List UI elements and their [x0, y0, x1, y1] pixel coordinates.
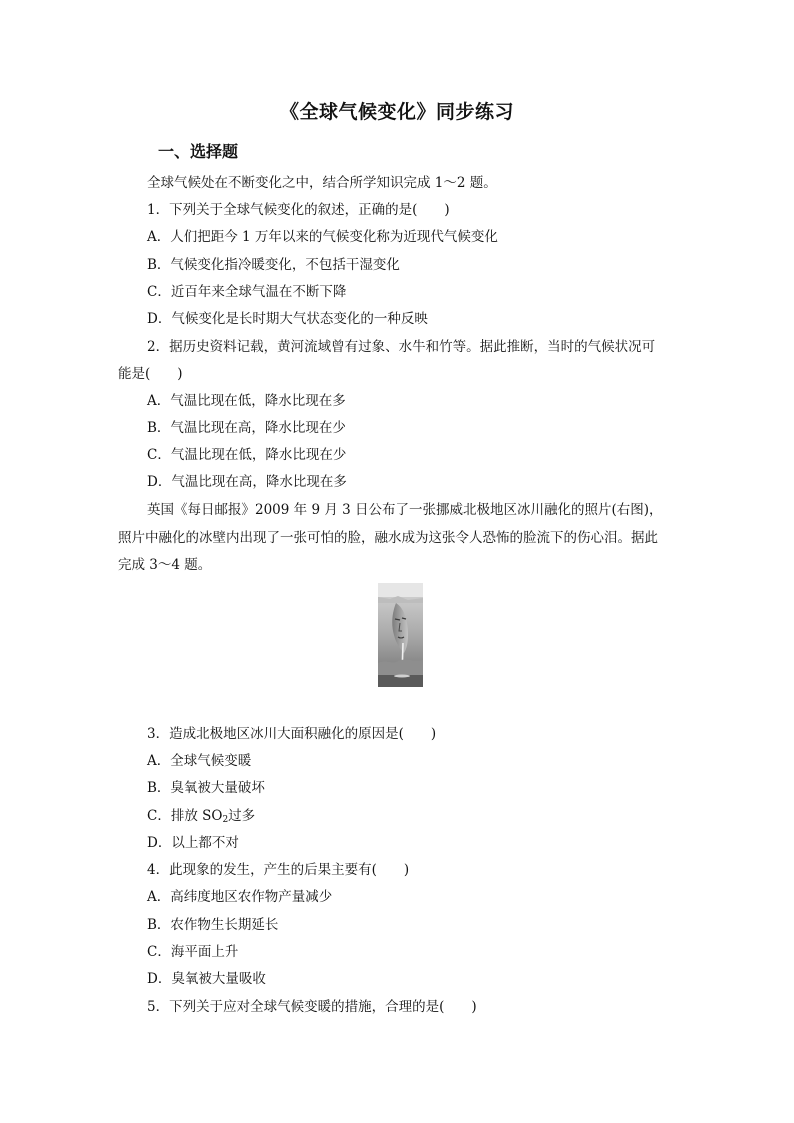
question-4-option-d: D．臭氧被大量吸收 [147, 971, 266, 987]
question-4-option-a: A．高纬度地区农作物产量减少 [147, 889, 333, 905]
subscript-2: 2 [222, 815, 229, 825]
question-3-option-b: B．臭氧被大量破坏 [147, 780, 265, 796]
question-4-option-b: B．农作物生长期延长 [147, 917, 279, 933]
question-5: 5．下列关于应对全球气候变暖的措施，合理的是( ) [147, 999, 477, 1015]
option-c-text: C．排放 SO [147, 808, 223, 824]
question-1: 1．下列关于全球气候变化的叙述，正确的是( ) [147, 202, 450, 218]
intro-2-line-1: 英国《每日邮报》2009 年 9 月 3 日公布了一张挪威北极地区冰川融化的照片(右图)， [147, 502, 663, 518]
question-3: 3．造成北极地区冰川大面积融化的原因是( ) [147, 726, 437, 742]
question-1-option-b: B．气候变化指冷暖变化，不包括干湿变化 [147, 257, 400, 273]
question-1-option-c: C．近百年来全球气温在不断下降 [147, 284, 347, 300]
question-3-option-a: A．全球气候变暖 [147, 753, 252, 769]
question-1-option-a: A．人们把距今 1 万年以来的气候变化称为近现代气候变化 [147, 229, 498, 245]
page-title: 《全球气候变化》同步练习 [279, 101, 514, 123]
question-2-option-d: D．气温比现在高，降水比现在多 [147, 474, 347, 490]
intro-2-line-2: 照片中融化的冰壁内出现了一张可怕的脸，融水成为这张令人恐怖的脸流下的伤心泪。据此 [118, 530, 658, 546]
question-2-option-a: A．气温比现在低，降水比现在多 [147, 393, 346, 409]
option-c-suffix: 过多 [228, 808, 256, 824]
question-3-option-d: D．以上都不对 [147, 835, 239, 851]
question-3-option-c [147, 806, 255, 830]
question-2-line-2: 能是( ) [118, 366, 183, 382]
question-2-option-b: B．气温比现在高，降水比现在少 [147, 420, 346, 436]
question-2-line-1: 2．据历史资料记载，黄河流域曾有过象、水牛和竹等。据此推断，当时的气候状况可 [147, 339, 656, 355]
question-4: 4．此现象的发生，产生的后果主要有( ) [147, 862, 410, 878]
question-4-option-c: C．海平面上升 [147, 944, 239, 960]
question-2-option-c: C．气温比现在低，降水比现在少 [147, 447, 347, 463]
question-1-option-d: D．气候变化是长时期大气状态变化的一种反映 [147, 311, 428, 327]
section-heading: 一、选择题 [158, 142, 239, 161]
intro-1: 全球气候处在不断变化之中，结合所学知识完成 1～2 题。 [147, 175, 497, 191]
intro-2-line-3: 完成 3～4 题。 [118, 557, 212, 573]
glacier-face-photo [378, 583, 423, 687]
